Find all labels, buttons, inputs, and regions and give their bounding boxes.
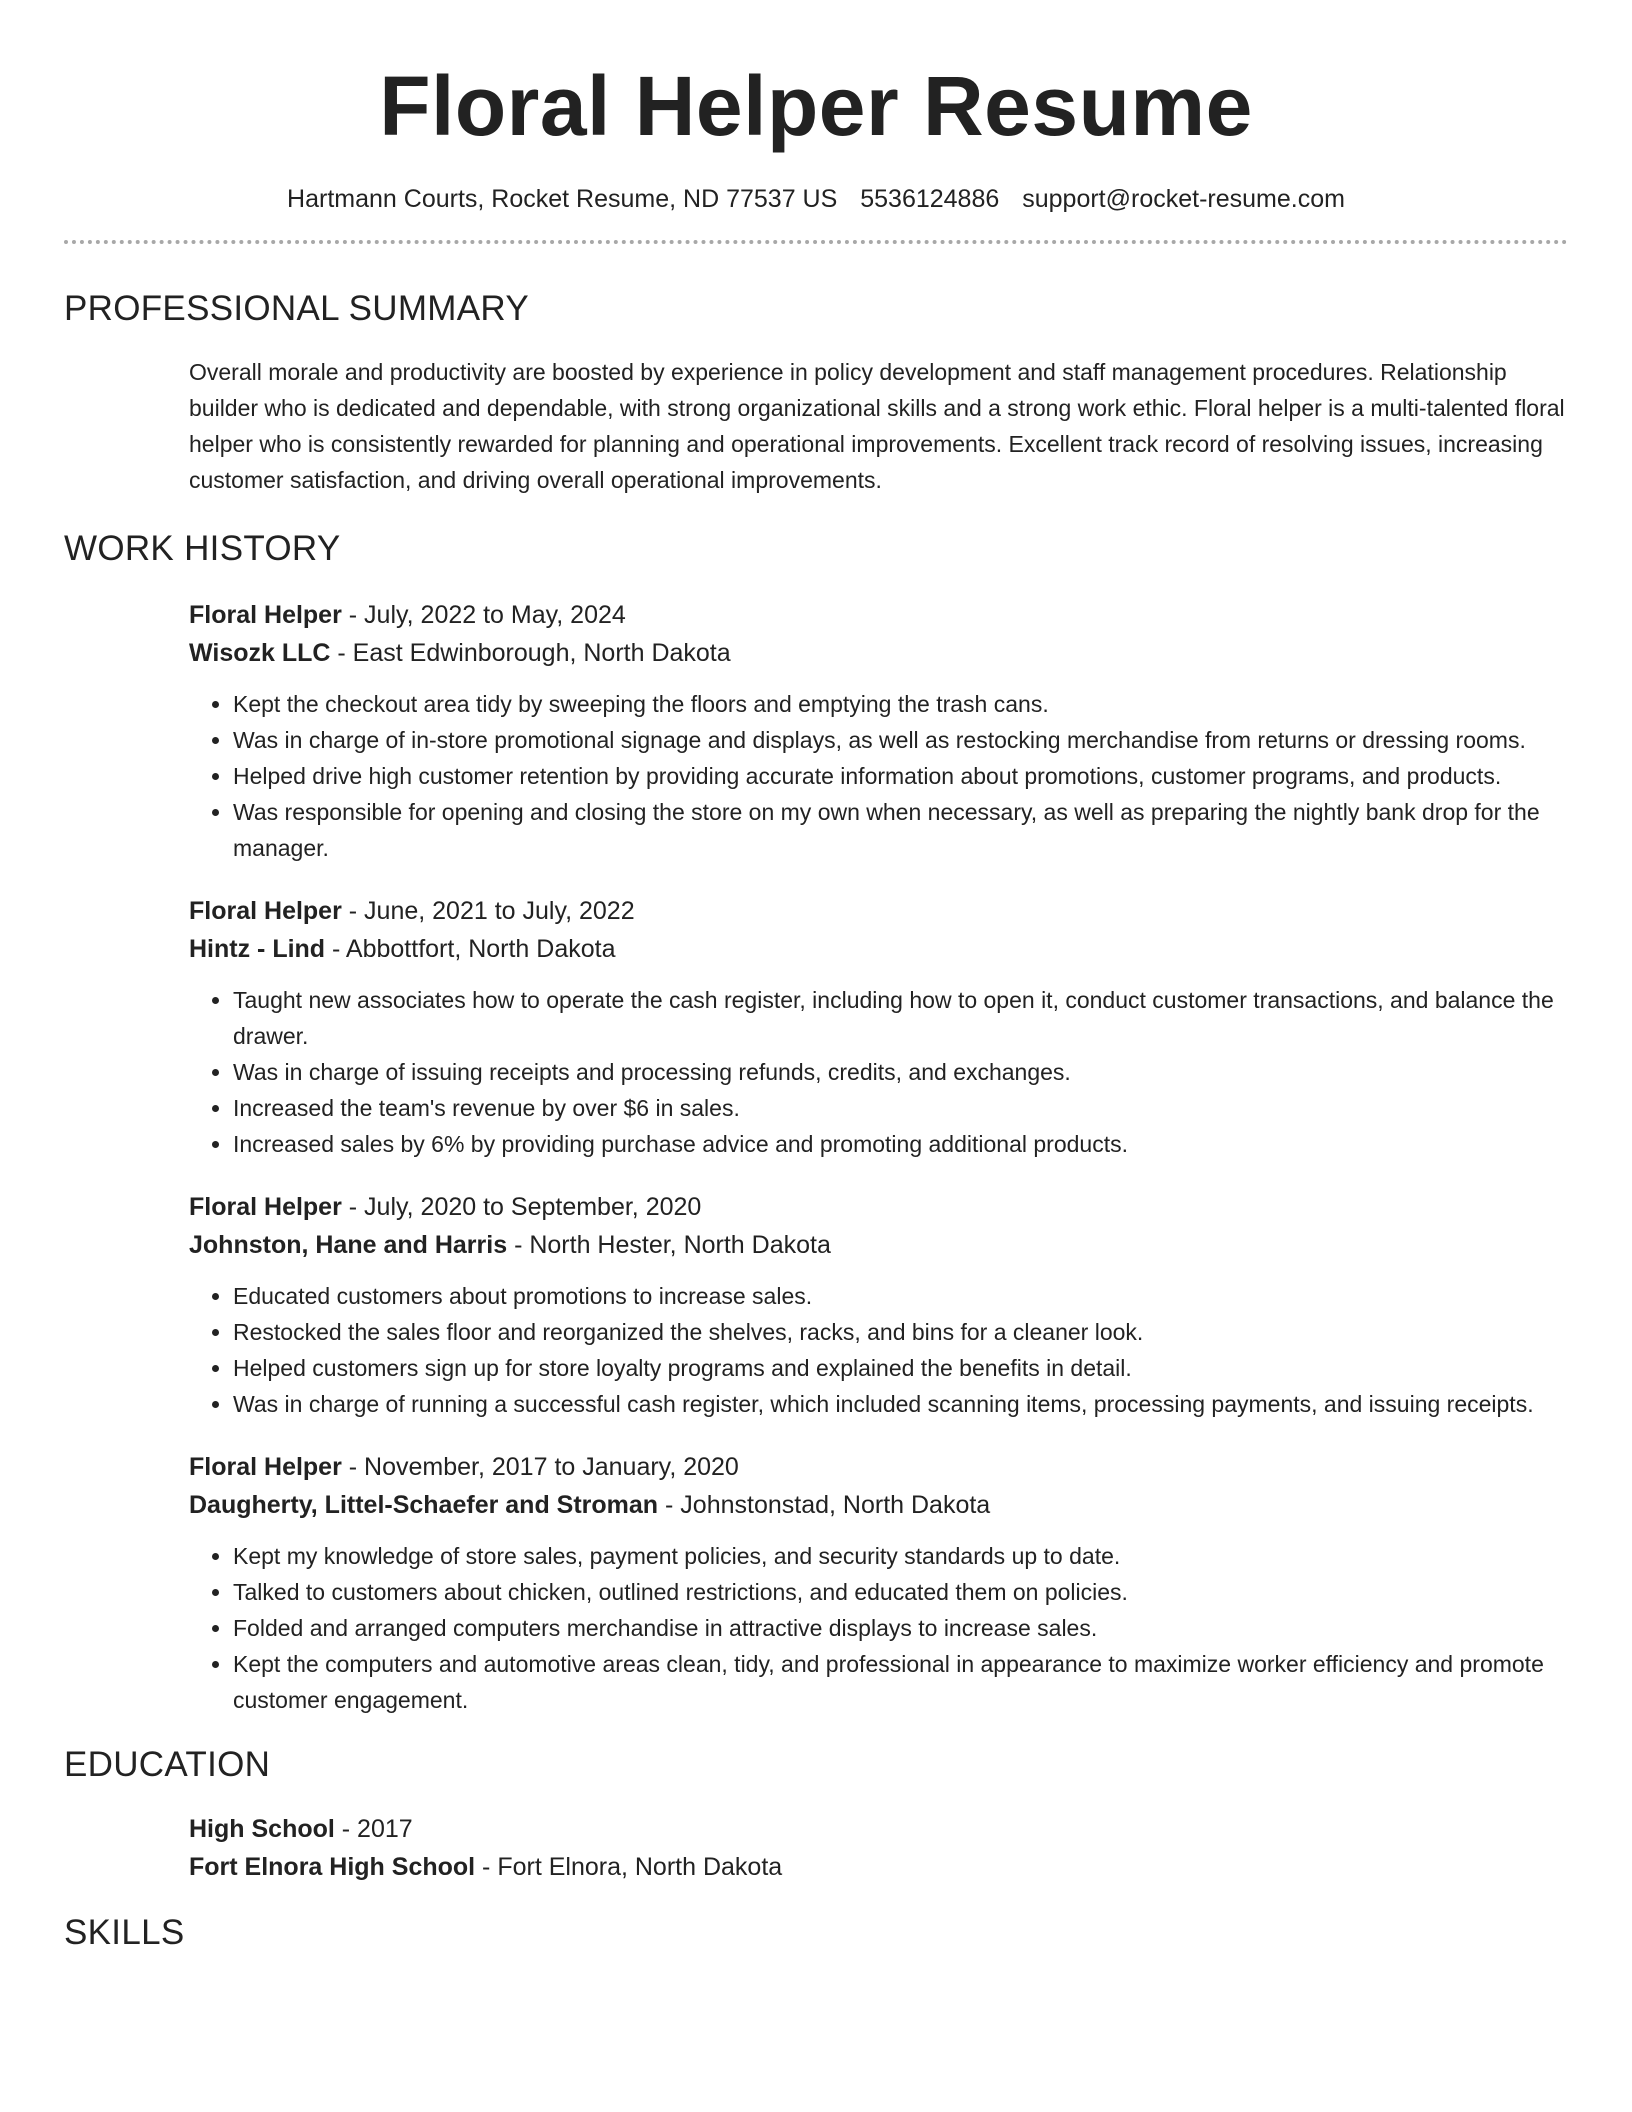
job-location: - North Hester, North Dakota bbox=[507, 1231, 831, 1259]
education-degree-line bbox=[189, 1810, 1568, 1848]
job-bullet: • Increased sales by 6% by providing purchase advice and promoting additional products. bbox=[233, 1126, 1568, 1162]
job-bullet: • Was responsible for opening and closing the store on my own when necessary, as well as preparing the nightly bank drop for the manager. bbox=[233, 794, 1568, 866]
job-dates: - July, 2022 to May, 2024 bbox=[341, 601, 626, 629]
header-divider bbox=[64, 240, 1568, 244]
job-bullet: • Taught new associates how to operate the cash register, including how to open it, conduct customer transactions, and balance the drawer. bbox=[233, 982, 1568, 1054]
job-bullets bbox=[189, 1538, 1568, 1718]
job-company-line bbox=[189, 1486, 1568, 1524]
job-bullet: • Kept my knowledge of store sales, payment policies, and security standards up to date. bbox=[233, 1538, 1568, 1574]
job-bullets bbox=[189, 982, 1568, 1162]
job-bullet: • Was in charge of in-store promotional signage and displays, as well as restocking merchandise from returns or dressing rooms. bbox=[233, 722, 1568, 758]
job-role-line bbox=[189, 892, 1568, 930]
resume-title: Floral Helper Resume bbox=[379, 59, 1253, 153]
education-location: - Fort Elnora, North Dakota bbox=[475, 1853, 783, 1881]
contact-address: Hartmann Courts, Rocket Resume, ND 77537 US bbox=[287, 185, 838, 213]
job-role-line bbox=[189, 1448, 1568, 1486]
job-company: Johnston, Hane and Harris bbox=[189, 1231, 508, 1259]
job-entry bbox=[189, 1448, 1568, 1718]
job-bullet: • Was in charge of running a successful cash register, which included scanning items, processing payments, and issuing receipts. bbox=[233, 1386, 1568, 1422]
summary-section-title: PROFESSIONAL SUMMARY bbox=[64, 289, 529, 328]
job-bullet: • Increased the team's revenue by over $6 in sales. bbox=[233, 1090, 1568, 1126]
work-history-section-title: WORK HISTORY bbox=[64, 529, 341, 568]
job-location: - Abbottfort, North Dakota bbox=[325, 935, 616, 963]
contact-line bbox=[64, 182, 1568, 216]
job-company-line bbox=[189, 930, 1568, 968]
job-role: Floral Helper bbox=[189, 1453, 342, 1481]
job-dates: - June, 2021 to July, 2022 bbox=[341, 897, 635, 925]
skills-section-title: SKILLS bbox=[64, 1913, 185, 1952]
job-bullet: • Helped drive high customer retention by providing accurate information about promotions, customer programs, and products. bbox=[233, 758, 1568, 794]
education-section-title: EDUCATION bbox=[64, 1745, 271, 1784]
job-bullet: • Talked to customers about chicken, outlined restrictions, and educated them on policies. bbox=[233, 1574, 1568, 1610]
summary-section bbox=[189, 354, 1568, 498]
job-bullet: • Folded and arranged computers merchandise in attractive displays to increase sales. bbox=[233, 1610, 1568, 1646]
contact-email[interactable]: support@rocket-resume.com bbox=[1022, 185, 1345, 213]
job-role: Floral Helper bbox=[189, 897, 342, 925]
job-company: Hintz - Lind bbox=[189, 935, 326, 963]
job-entry bbox=[189, 1188, 1568, 1422]
work-history-section bbox=[189, 596, 1568, 1718]
job-bullet: • Educated customers about promotions to increase sales. bbox=[233, 1278, 1568, 1314]
job-bullets bbox=[189, 1278, 1568, 1422]
education-school: Fort Elnora High School bbox=[189, 1853, 476, 1881]
job-company-line bbox=[189, 1226, 1568, 1264]
job-bullet: • Kept the checkout area tidy by sweeping the floors and emptying the trash cans. bbox=[233, 686, 1568, 722]
job-location: - East Edwinborough, North Dakota bbox=[330, 639, 731, 667]
job-location: - Johnstonstad, North Dakota bbox=[658, 1491, 991, 1519]
education-school-line bbox=[189, 1848, 1568, 1886]
job-role-line bbox=[189, 1188, 1568, 1226]
job-bullet: • Restocked the sales floor and reorganized the shelves, racks, and bins for a cleaner look. bbox=[233, 1314, 1568, 1350]
job-bullet: • Helped customers sign up for store loyalty programs and explained the benefits in detail. bbox=[233, 1350, 1568, 1386]
job-role-line bbox=[189, 596, 1568, 634]
education-degree: High School bbox=[189, 1815, 335, 1843]
education-section bbox=[189, 1810, 1568, 1886]
contact-phone: 5536124886 bbox=[860, 185, 1000, 213]
job-role: Floral Helper bbox=[189, 601, 342, 629]
job-company: Daugherty, Littel-Schaefer and Stroman bbox=[189, 1491, 659, 1519]
job-role: Floral Helper bbox=[189, 1193, 342, 1221]
job-company: Wisozk LLC bbox=[189, 639, 331, 667]
summary-text: Overall morale and productivity are boosted by experience in policy development and staff management procedures. Relationship builder who is dedicated and dependable, with strong organizational skills and a strong work ethic. Floral helper is a multi-talented floral helper who is consistently rewarded for planning and operational improvements. Excellent track record of resolving issues, increasing customer satisfaction, and driving overall operational improvements. bbox=[189, 359, 1565, 493]
job-dates: - November, 2017 to January, 2020 bbox=[341, 1453, 739, 1481]
education-year: - 2017 bbox=[334, 1815, 413, 1843]
job-dates: - July, 2020 to September, 2020 bbox=[341, 1193, 702, 1221]
job-bullet: • Kept the computers and automotive areas clean, tidy, and professional in appearance to maximize worker efficiency and promote customer engagement. bbox=[233, 1646, 1568, 1718]
job-bullet: • Was in charge of issuing receipts and processing refunds, credits, and exchanges. bbox=[233, 1054, 1568, 1090]
job-bullets bbox=[189, 686, 1568, 866]
job-entry bbox=[189, 596, 1568, 866]
job-company-line bbox=[189, 634, 1568, 672]
job-entry bbox=[189, 892, 1568, 1162]
